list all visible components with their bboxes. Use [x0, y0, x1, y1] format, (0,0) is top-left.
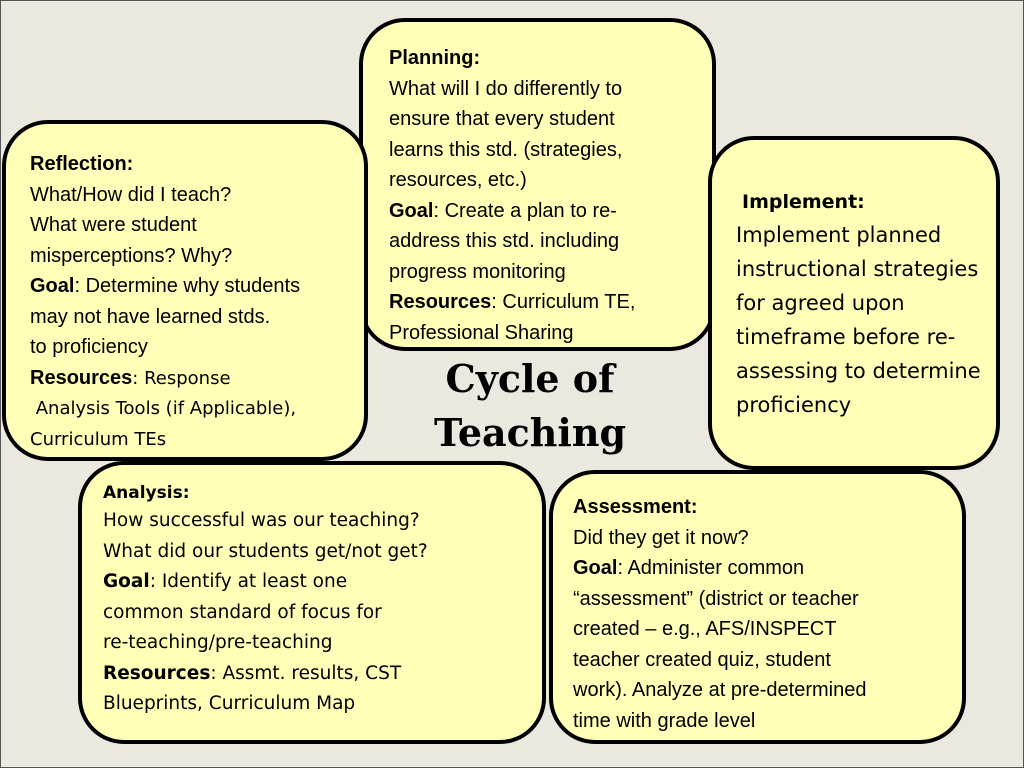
assessment-goal-line	[573, 553, 962, 584]
assessment-line: Did they get it now?	[573, 526, 749, 549]
implement-line: Implement planned	[736, 223, 942, 247]
planning-goal-line: progress monitoring	[389, 260, 566, 283]
analysis-resources-line: Blueprints, Curriculum Map	[103, 693, 356, 714]
reflection-line: What were student	[30, 214, 197, 236]
analysis-goal-line: common standard of focus for	[103, 601, 382, 623]
resources-label: Resources	[103, 662, 211, 684]
implement-line: for agreed upon	[736, 291, 905, 315]
analysis-goal-line: re-teaching/pre-teaching	[103, 632, 333, 653]
reflection-goal-line: may not have learned stds.	[30, 305, 271, 328]
planning-resources-line	[389, 287, 712, 318]
diagram-title	[395, 352, 665, 460]
resources-label: Resources	[30, 366, 133, 389]
reflection-goal-line	[30, 271, 364, 302]
assessment-goal-line: created – e.g., AFS/INSPECT	[573, 618, 837, 640]
reflection-box	[2, 120, 368, 461]
assessment-goal-line: work). Analyze at pre-determined	[573, 679, 867, 701]
assessment-heading: Assessment:	[573, 496, 698, 518]
implement-box	[708, 136, 1000, 470]
reflection-resources-text: : Response	[132, 367, 231, 389]
analysis-goal-line	[103, 567, 542, 598]
assessment-goal-text: : Administer common	[617, 557, 805, 579]
title-line-1: Cycle of	[445, 356, 615, 401]
reflection-resources-line	[30, 363, 364, 395]
goal-label: Goal	[573, 557, 618, 579]
assessment-goal-line: teacher created quiz, student	[573, 648, 831, 671]
assessment-goal-line: “assessment” (district or teacher	[573, 587, 859, 610]
reflection-resources-line: Curriculum TEs	[30, 428, 167, 450]
implement-line: assessing to determine	[736, 359, 981, 383]
implement-line: instructional strategies	[736, 257, 979, 281]
planning-line: ensure that every student	[389, 108, 615, 130]
resources-label: Resources	[389, 291, 492, 313]
planning-goal-line	[389, 196, 712, 227]
reflection-line: misperceptions? Why?	[30, 244, 233, 267]
planning-goal-line: address this std. including	[389, 230, 620, 252]
planning-line: What will I do differently to	[389, 77, 623, 100]
analysis-resources-line	[103, 659, 542, 690]
planning-line: resources, etc.)	[389, 169, 527, 191]
reflection-goal-line: to proficiency	[30, 336, 148, 358]
goal-label: Goal	[389, 199, 434, 222]
implement-line: timeframe before re-	[736, 325, 956, 349]
analysis-line: What did our students get/not get?	[103, 540, 428, 562]
assessment-goal-line: time with grade level	[573, 709, 756, 732]
goal-label: Goal	[103, 571, 150, 592]
planning-resources-line: Professional Sharing	[389, 321, 574, 344]
reflection-goal-text: : Determine why students	[74, 275, 301, 297]
planning-box	[359, 18, 716, 351]
reflection-line: What/How did I teach?	[30, 183, 232, 206]
analysis-heading: Analysis:	[103, 483, 190, 503]
implement-heading: Implement:	[742, 191, 865, 213]
analysis-box	[78, 461, 546, 744]
title-line-2: Teaching	[433, 410, 627, 455]
reflection-heading: Reflection:	[30, 153, 134, 175]
planning-resources-text: : Curriculum TE,	[491, 291, 636, 313]
planning-goal-text: : Create a plan to re-	[433, 199, 617, 222]
goal-label: Goal	[30, 275, 75, 297]
analysis-resources-text: : Assmt. results, CST	[210, 662, 402, 684]
analysis-goal-text: : Identify at least one	[149, 571, 348, 592]
planning-line: learns this std. (strategies,	[389, 138, 623, 161]
assessment-box	[549, 470, 966, 744]
analysis-line: How successful was our teaching?	[103, 510, 420, 531]
planning-heading: Planning:	[389, 47, 481, 69]
implement-line: proficiency	[736, 393, 852, 417]
reflection-resources-line: Analysis Tools (if Applicable),	[30, 398, 297, 419]
